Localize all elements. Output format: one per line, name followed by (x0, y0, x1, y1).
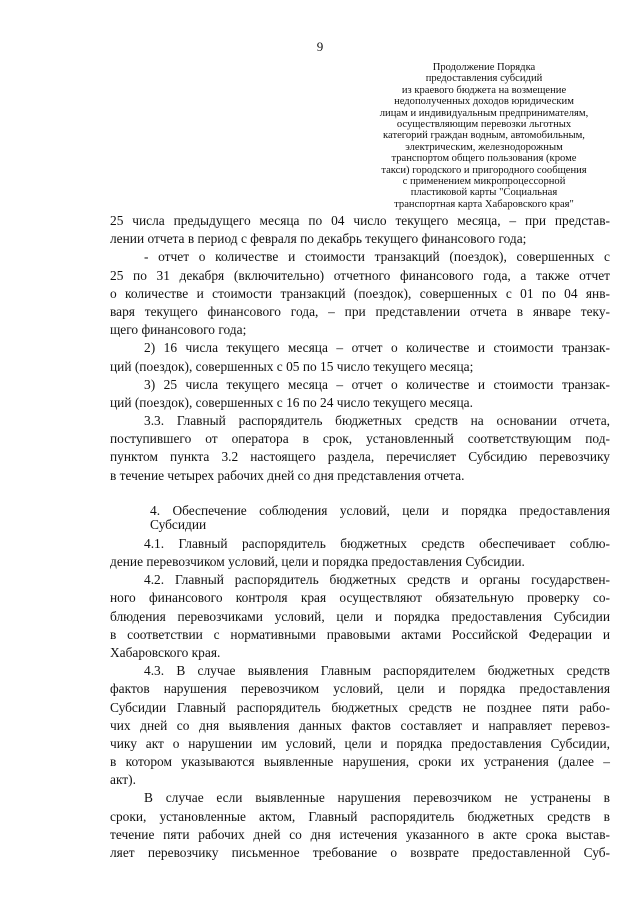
text-line: чих дней со дня выявления данных фактов составляет и направляет перевоз- (110, 717, 610, 733)
text-line: ного финансового контроля края осуществляют обязательную проверку со- (110, 590, 610, 606)
header-note (364, 62, 604, 210)
text-line: дение перевозчиком условий, цели и порядка предоставления Субсидии. (110, 554, 525, 569)
text-line: поступившего от оператора в срок, установленный соответствующим под- (110, 431, 610, 447)
header-note-line: такси) городского и пригородного сообщения (381, 164, 587, 176)
section-heading: Субсидии (150, 516, 207, 532)
header-note-line: предоставления субсидий (425, 73, 543, 85)
header-note-line: из краевого бюджета на возмещение (401, 84, 567, 96)
text-line: чику акт о нарушении им условий, цели и порядка предоставления Субсидии, (110, 735, 610, 751)
text-line: 2) 16 числа текущего месяца – отчет о количестве и стоимости транзак- (144, 340, 610, 356)
text-line: 3.3. Главный распорядитель бюджетных средств на основании отчета, (144, 413, 610, 429)
text-line: варя текущего финансового года, – при представлении отчета в январе теку- (110, 303, 610, 319)
text-line: ляет перевозчику письменное требование о возврате предоставленной Суб- (110, 845, 610, 860)
text-line: акт). (110, 772, 136, 788)
text-line: - отчет о количестве и стоимости транзакций (поездок), совершенных с (144, 249, 610, 265)
text-line: лении отчета в период с февраля по декабрь текущего финансового года; (110, 231, 527, 247)
text-line: 4.3. В случае выявления Главным распорядителем бюджетных средств (144, 663, 610, 679)
text-line: В случае если выявленные нарушения перевозчиком не устранены в (144, 790, 610, 806)
header-note-line: транспортная карта Хабаровского края" (394, 198, 574, 210)
text-line: в котором указываются выявленные нарушения, сроки их устранения (далее – (110, 754, 610, 770)
text-line: 4.2. Главный распорядитель бюджетных средств и органы государствен- (144, 572, 610, 588)
text-line: фактов нарушения перевозчиком условий, цели и порядка предоставления (110, 681, 610, 697)
text-line: ций (поездок), совершенных с 16 по 24 число текущего месяца. (110, 394, 473, 410)
header-note-line: осуществляющим перевозки льготных (396, 119, 572, 131)
text-line: в течение четырех рабочих дней со дня представления отчета. (110, 467, 465, 483)
page-number: 9 (316, 39, 324, 54)
text-line: Субсидии Главный распорядитель бюджетных средств не позднее пяти рабо- (110, 699, 610, 715)
header-note-line: недополученных доходов юридическим (394, 96, 574, 108)
header-note-line: транспортом общего пользования (кроме (391, 153, 577, 165)
text-line: пунктом пункта 3.2 настоящего раздела, перечисляет Субсидию перевозчику (110, 449, 610, 465)
text-line: в соответствии с нормативными правовыми актами Российской Федерации и (110, 626, 610, 642)
header-note-line: категорий граждан водным, автомобильным, (383, 130, 585, 142)
text-line: сроки, установленные актом, Главный распорядитель бюджетных средств в (110, 808, 610, 824)
header-note-line: Продолжение Порядка (432, 62, 536, 73)
text-line: Хабаровского края. (110, 644, 221, 660)
text-line: течение пяти рабочих дней со дня истечения указанного в акте срока выстав- (110, 826, 610, 842)
text-line: 4.1. Главный распорядитель бюджетных средств обеспечивает соблю- (144, 535, 610, 551)
text-line: ций (поездок), совершенных с 05 по 15 число текущего месяца; (110, 358, 474, 374)
text-line: щего финансового года; (110, 322, 247, 338)
header-note-line: электрическим, железнодорожным (405, 141, 563, 153)
text-line: 3) 25 числа текущего месяца – отчет о количестве и стоимости транзак- (144, 376, 610, 392)
paragraph-gap (110, 485, 610, 503)
section-heading: 4. Обеспечение соблюдения условий, цели и порядка предоставления (150, 502, 610, 518)
text-line: 25 числа предыдущего месяца по 04 число текущего месяца, – при представ- (110, 213, 610, 228)
header-note-line: лицам и индивидуальным предпринимателям, (379, 107, 589, 119)
header-note-line: с применением микропроцессорной (402, 176, 566, 188)
text-line: о количестве и стоимости транзакций (поездок), совершенных с 01 по 04 янв- (110, 285, 610, 301)
header-note-line: пластиковой карты "Социальная (410, 187, 558, 199)
document-body (110, 212, 610, 862)
text-line: 25 по 31 декабря (включительно) отчетного финансового года, а также отчет (110, 267, 610, 283)
text-line: блюдения перевозчиками условий, цели и порядка предоставления Субсидии (110, 608, 610, 624)
